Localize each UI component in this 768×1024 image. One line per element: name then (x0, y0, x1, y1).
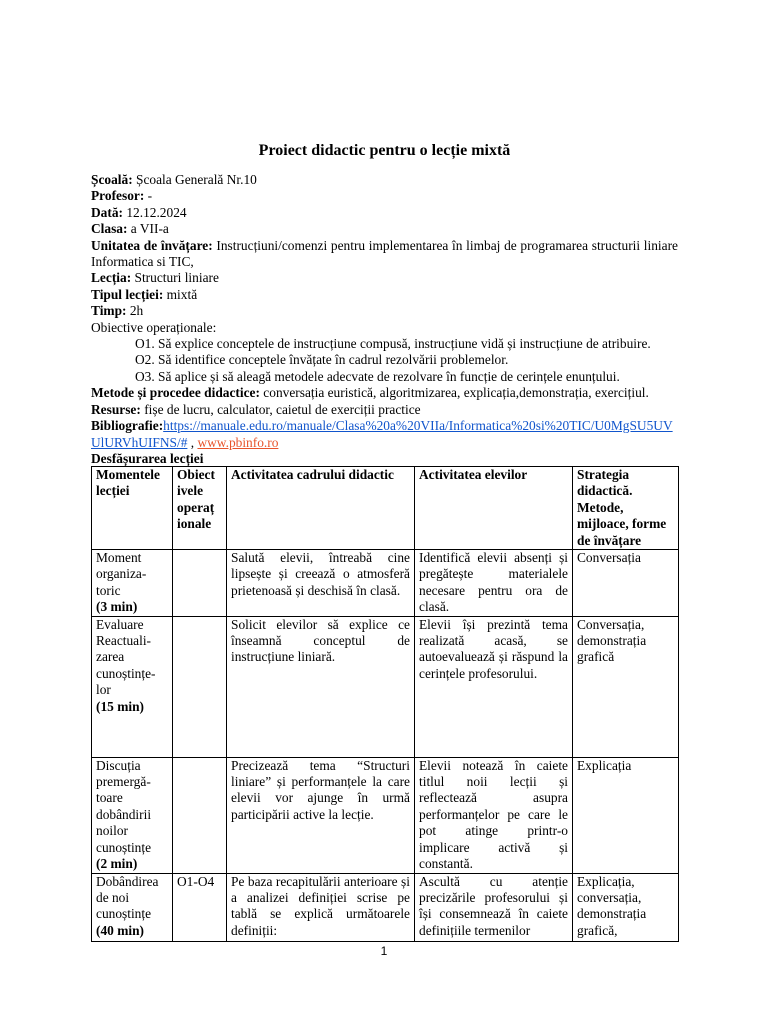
elevi-cell: Elevii notează în caiete titlul noii lecții și reflectează asupra performanțelor pe care le pot atinge printr-o implicare activă și constantă. (415, 757, 573, 873)
clasa-line: Clasa: a VII-a (91, 221, 169, 237)
table-header: Strategia didactică. Metode, mijloace, forme de învățare (573, 467, 679, 550)
table-header: Activitatea elevilor (415, 467, 573, 550)
data-line: Dată: 12.12.2024 (91, 204, 187, 220)
profesor-cell: Precizează tema “Structuri liniare” și performanțele la care elevii vor ajunge în urmă participării active la lecție. (227, 757, 415, 873)
pbinfo-link[interactable]: www.pbinfo.ro (197, 434, 279, 450)
table-header: Momentele lecției (92, 467, 173, 550)
table-header: Activitatea cadrului didactic (227, 467, 415, 550)
table-row (92, 616, 679, 757)
profesor-cell: Pe baza recapitulării anterioare și a analizei definiției scrise pe tablă se explică următoarele definiții: (227, 873, 415, 941)
table-row (92, 873, 679, 941)
page-number: 1 (380, 944, 388, 958)
elevi-cell: Identifică elevii absenți și pregătește materialele necesare pentru ora de clasă. (415, 550, 573, 617)
unitatea-line: Unitatea de învățare: Instrucțiuni/comenzi pentru implementarea în limbaj de programarea structurii liniare Informatica si TIC, (91, 237, 678, 270)
table-row (92, 550, 679, 617)
desfasurare-label: Desfășurarea lecției (91, 450, 204, 466)
elevi-cell: Ascultă cu atenție precizările profesorului și își consemnează în caiete definițiile termenilor (415, 873, 573, 941)
obiectiv-item: O1. Să explice conceptele de instrucțiune compusă, instrucțiune vidă și instrucțiune de atribuire. (135, 336, 651, 352)
profesor-cell: Salută elevii, întreabă cine lipsește și creează o atmosferă prietenoasă și deschisă în clasă. (227, 550, 415, 617)
strategia-cell: Explicația (573, 757, 679, 873)
lectia-line: Lecția: Structuri liniare (91, 270, 219, 286)
obiective-cell (173, 550, 227, 617)
profesor-line: Profesor: - (91, 188, 153, 204)
obiective-cell: O1-O4 (173, 873, 227, 941)
table-header-row (92, 467, 679, 550)
lesson-table (91, 466, 679, 942)
profesor-cell: Solicit elevilor să explice ce înseamnă conceptul de instrucțiune liniară. (227, 616, 415, 757)
bibliografie-line: Bibliografie:https://manuale.edu.ro/manuale/Clasa%20a%20VIIa/Informatica%20si%20TIC/U0MgSU5UVUlURVhUIFNS/# , www.pbinfo.ro (91, 418, 673, 450)
tipul-line: Tipul lecției: mixtă (91, 286, 198, 302)
resurse-line: Resurse: fișe de lucru, calculator, caietul de exerciții practice (91, 401, 421, 417)
manual-link[interactable]: https://manuale.edu.ro/manuale/Clasa%20a%20VIIa/Informatica%20si%20TIC/U0MgSU5UVUlURVhUIFNS/# (91, 418, 673, 450)
metode-line: Metode și procedee didactice: conversația euristică, algoritmizarea, explicația,demonstrația, exercițiul. (91, 385, 649, 401)
strategia-cell: Conversația (573, 550, 679, 617)
moment-cell: Evaluare Reactuali-zarea cunoștințe-lor (15 min) (92, 616, 173, 757)
obiective-cell (173, 757, 227, 873)
timp-line: Timp: 2h (91, 303, 144, 319)
moment-cell: Moment organiza-toric (3 min) (92, 550, 173, 617)
moment-cell: Discuția premergă-toare dobândirii noilor cunoștințe (2 min) (92, 757, 173, 873)
lesson-info (91, 172, 678, 467)
obiective-cell (173, 616, 227, 757)
strategia-cell: Conversația, demonstrația grafică (573, 616, 679, 757)
obiectiv-item: O2. Să identifice conceptele învățate în cadrul rezolvării problemelor. (135, 352, 509, 368)
table-row (92, 757, 679, 873)
strategia-cell: Explicația, conversația, demonstrația grafică, (573, 873, 679, 941)
scoala-line: Școală: Școala Generală Nr.10 (91, 172, 257, 187)
elevi-cell: Elevii își prezintă tema realizată acasă, se autoevaluează și răspund la cerințele profesorului. (415, 616, 573, 757)
document-title: Proiect didactic pentru o lecție mixtă (258, 142, 511, 159)
moment-cell: Dobândirea de noi cunoștințe (40 min) (92, 873, 173, 941)
obiective-label: Obiective operaționale: (91, 319, 217, 335)
table-header: Obiect ivele operaț ionale (173, 467, 227, 550)
obiectiv-item: O3. Să aplice și să aleagă metodele adecvate de rezolvare în funcție de cerințele enunțului. (135, 368, 620, 384)
